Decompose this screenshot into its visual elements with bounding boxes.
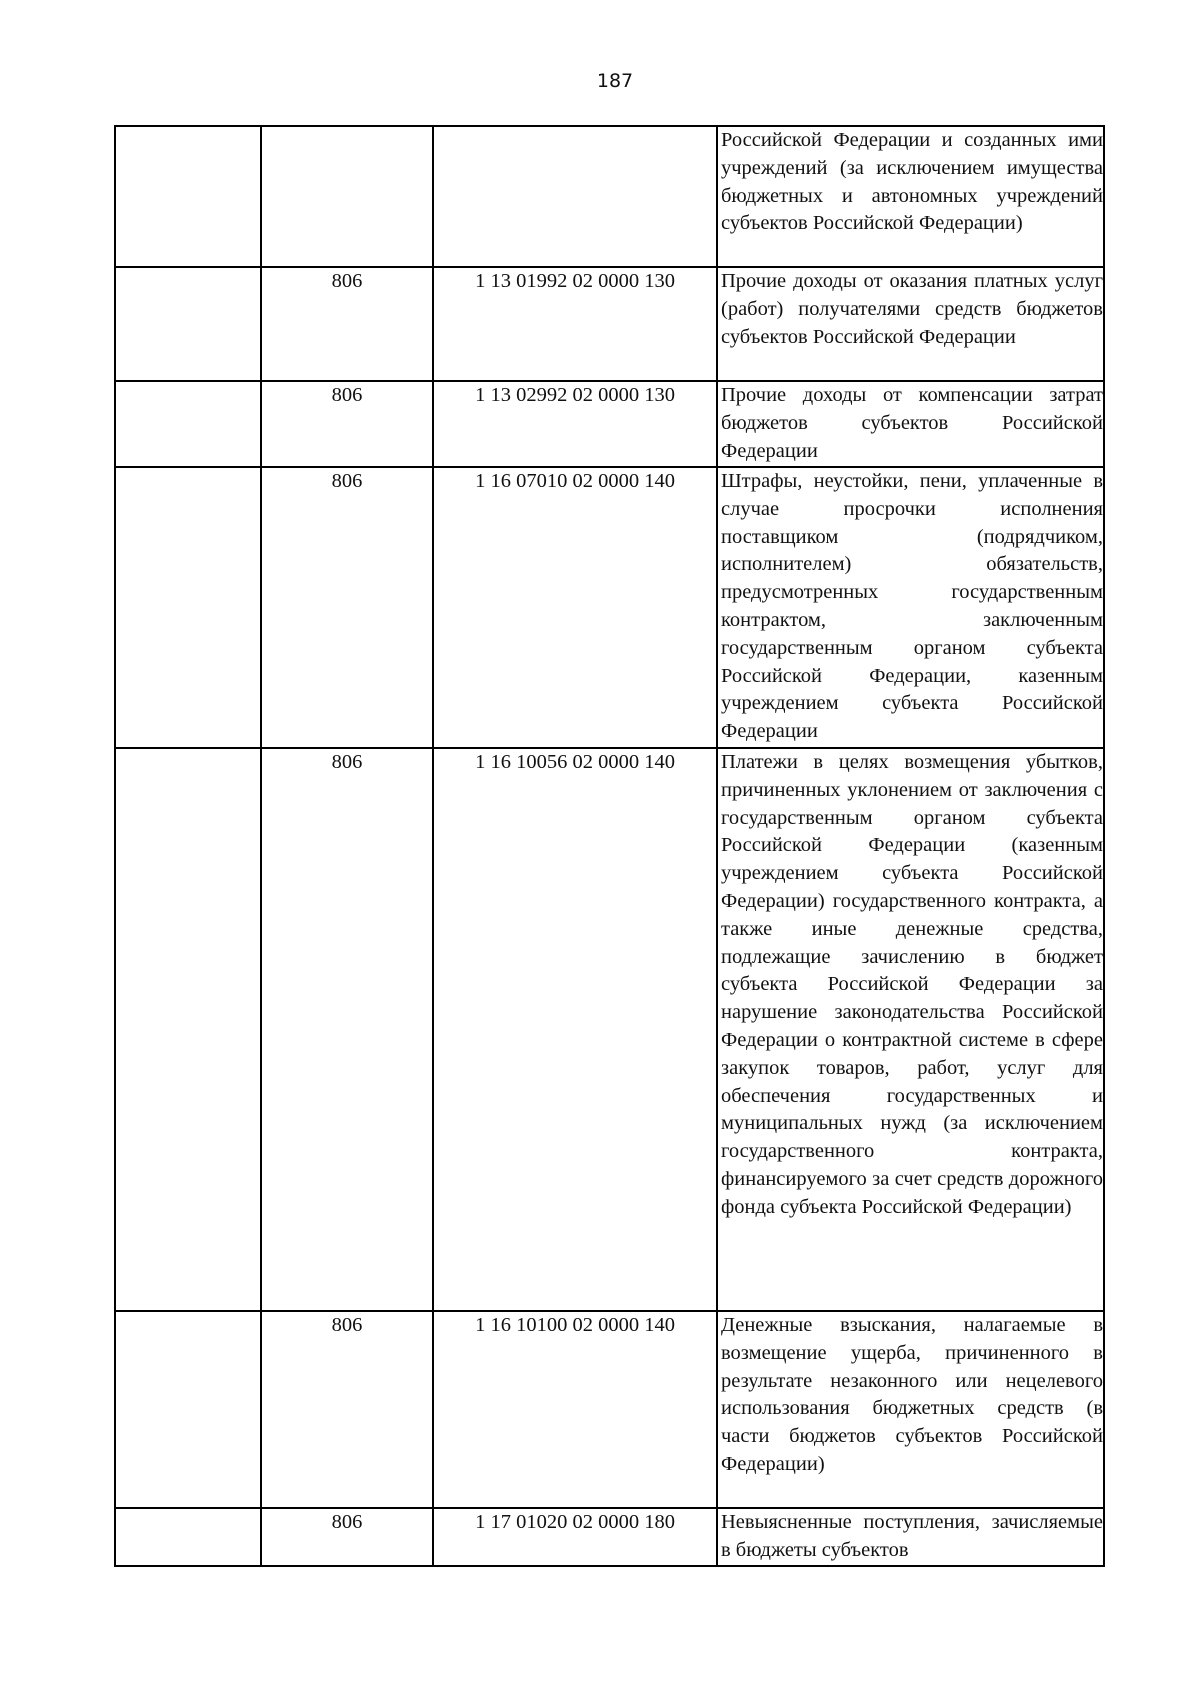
admin-code-cell: 806 (261, 267, 433, 381)
table-cell-col1 (115, 467, 261, 748)
kbk-code-cell: 1 16 10056 02 0000 140 (433, 748, 717, 1311)
kbk-code-cell: 1 16 10100 02 0000 140 (433, 1311, 717, 1508)
description-cell: Платежи в целях возмещения убытков, причиненных уклонением от заключения с государственным органом субъекта Российской Федерации (казенным учреждением субъекта Российской Федерации) государственного контракта, а также иные денежные средства, подлежащие зачислению в бюджет субъекта Российской Федерации за нарушение законодательства Российской Федерации о контрактной системе в сфере закупок товаров, работ, услуг для обеспечения государственных и муниципальных нужд (за исключением государственного контракта, финансируемого за счет средств дорожного фонда субъекта Российской Федерации) (717, 748, 1104, 1311)
admin-code-cell: 806 (261, 1311, 433, 1508)
table-row (115, 381, 1104, 467)
kbk-code-cell: 1 13 02992 02 0000 130 (433, 381, 717, 467)
description-cell: Штрафы, неустойки, пени, уплаченные в случае просрочки исполнения поставщиком (подрядчиком, исполнителем) обязательств, предусмотренных государственным контрактом, заключенным государственным органом субъекта Российской Федерации, казенным учреждением субъекта Российской Федерации (717, 467, 1104, 748)
page-number: 187 (596, 70, 634, 92)
table-row (115, 1508, 1104, 1566)
kbk-code-cell (433, 126, 717, 267)
table-row (115, 1311, 1104, 1508)
admin-code-cell: 806 (261, 1508, 433, 1566)
table-cell-col1 (115, 748, 261, 1311)
description-cell: Прочие доходы от оказания платных услуг (работ) получателями средств бюджетов субъектов Российской Федерации (717, 267, 1104, 381)
kbk-code-cell: 1 13 01992 02 0000 130 (433, 267, 717, 381)
kbk-code-cell: 1 17 01020 02 0000 180 (433, 1508, 717, 1566)
kbk-code-cell: 1 16 07010 02 0000 140 (433, 467, 717, 748)
table-row (115, 267, 1104, 381)
table-cell-col1 (115, 126, 261, 267)
admin-code-cell (261, 126, 433, 267)
admin-code-cell: 806 (261, 748, 433, 1311)
table-cell-col1 (115, 1311, 261, 1508)
description-cell: Денежные взыскания, налагаемые в возмещение ущерба, причиненного в результате незаконного или нецелевого использования бюджетных средств (в части бюджетов субъектов Российской Федерации) (717, 1311, 1104, 1508)
table-row (115, 467, 1104, 748)
table-row (115, 126, 1104, 267)
table-cell-col1 (115, 1508, 261, 1566)
admin-code-cell: 806 (261, 381, 433, 467)
budget-revenue-table (114, 125, 1105, 1567)
table-cell-col1 (115, 381, 261, 467)
description-cell: Прочие доходы от компенсации затрат бюджетов субъектов Российской Федерации (717, 381, 1104, 467)
table-cell-col1 (115, 267, 261, 381)
description-cell: Российской Федерации и созданных ими учреждений (за исключением имущества бюджетных и автономных учреждений субъектов Российской Федерации) (717, 126, 1104, 267)
table-row (115, 748, 1104, 1311)
description-cell: Невыясненные поступления, зачисляемые в бюджеты субъектов (717, 1508, 1104, 1566)
admin-code-cell: 806 (261, 467, 433, 748)
